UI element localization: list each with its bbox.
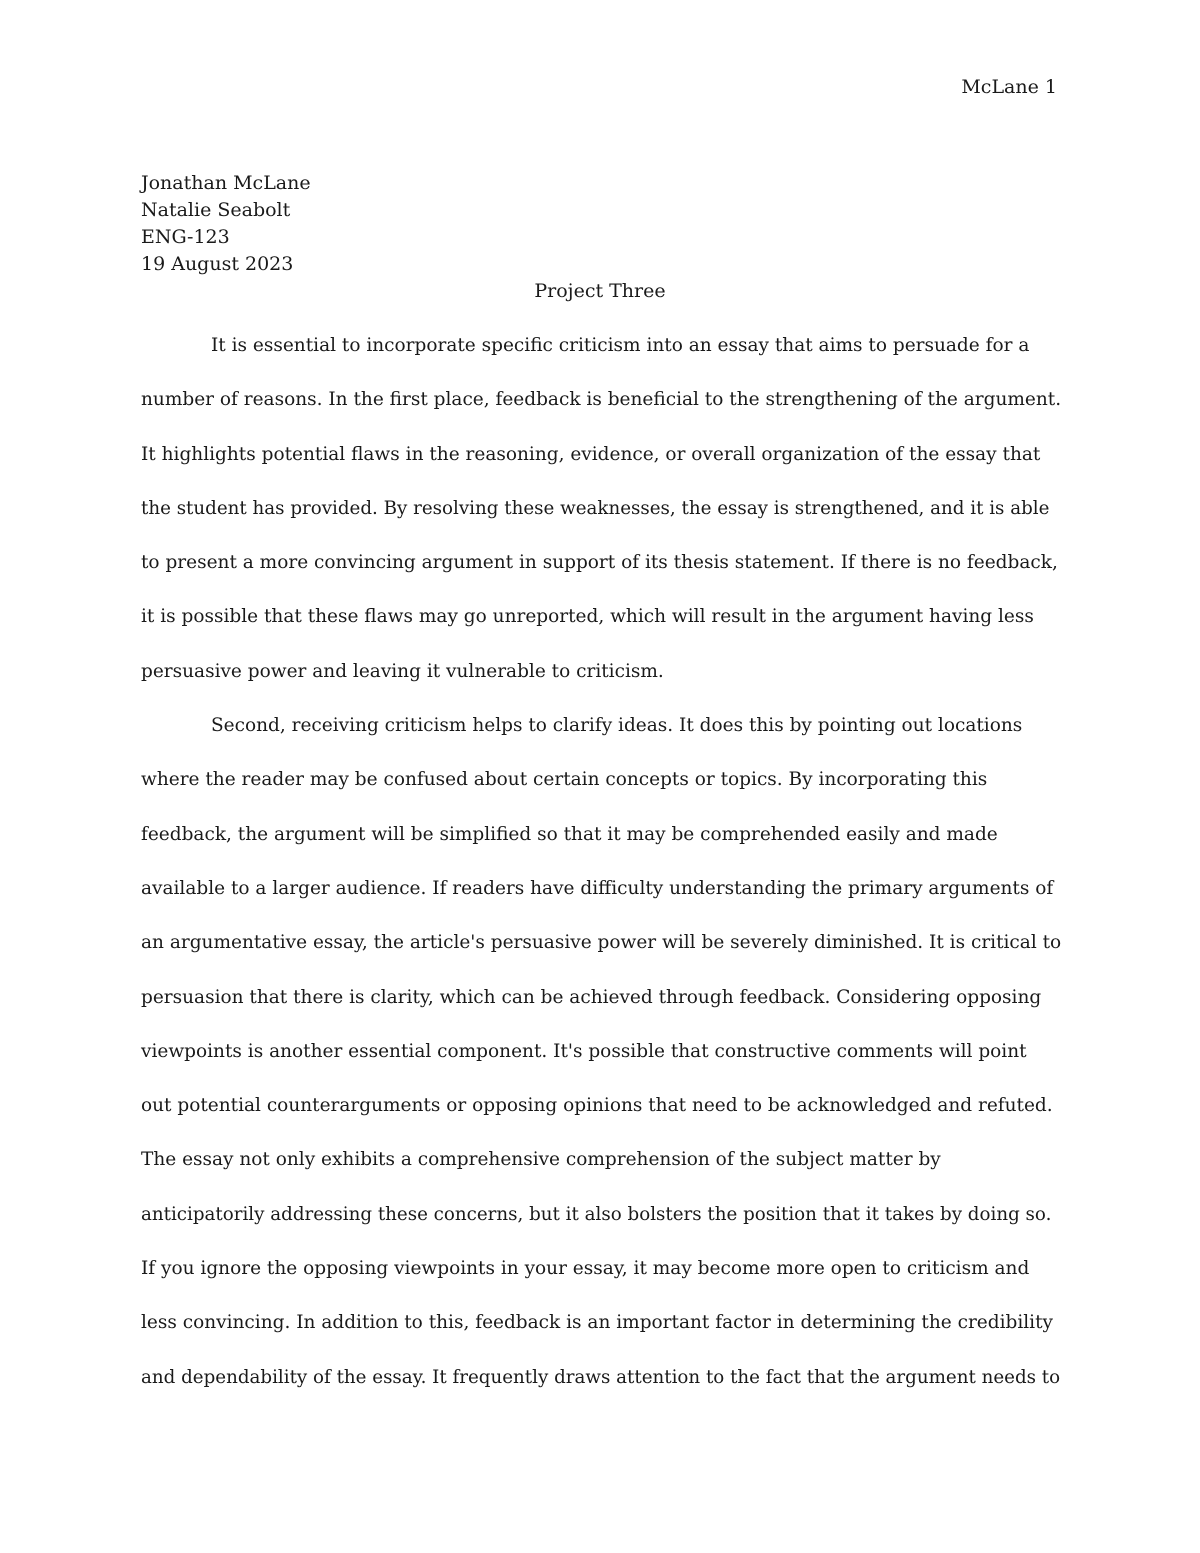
text-line: number of reasons. In the first place, feedback is beneficial to the strengthening of the argument. xyxy=(141,389,1062,411)
essay-date: 19 August 2023 xyxy=(141,253,294,275)
text-line: persuasion that there is clarity, which can be achieved through feedback. Considering opposing xyxy=(141,986,1042,1008)
text-line: Second, receiving criticism helps to clarify ideas. It does this by pointing out locations xyxy=(211,715,1023,737)
text-line: to present a more convincing argument in support of its thesis statement. If there is no feedback, xyxy=(141,552,1058,574)
text-line: out potential counterarguments or opposing opinions that need to be acknowledged and refuted. xyxy=(141,1095,1053,1117)
essay-title: Project Three xyxy=(534,280,666,302)
text-line: persuasive power and leaving it vulnerable to criticism. xyxy=(141,660,664,682)
text-line: The essay not only exhibits a comprehensive comprehension of the subject matter by xyxy=(141,1149,941,1171)
text-line: feedback, the argument will be simplified so that it may be comprehended easily and made xyxy=(141,823,998,845)
text-line: less convincing. In addition to this, feedback is an important factor in determining the credibility xyxy=(141,1312,1053,1334)
text-line: where the reader may be confused about certain concepts or topics. By incorporating this xyxy=(141,769,988,791)
paragraph-2 xyxy=(141,712,1061,1418)
text-line: the student has provided. By resolving these weaknesses, the essay is strengthened, and it is able xyxy=(141,497,1050,519)
mla-heading xyxy=(141,170,311,278)
text-line: It highlights potential flaws in the reasoning, evidence, or overall organization of the essay that xyxy=(141,443,1041,465)
text-line: anticipatorily addressing these concerns, but it also bolsters the position that it takes by doing so. xyxy=(141,1203,1052,1225)
text-line: available to a larger audience. If readers have difficulty understanding the primary arguments of xyxy=(141,877,1054,899)
text-line: viewpoints is another essential component. It's possible that constructive comments will point xyxy=(141,1040,1027,1062)
author-name: Jonathan McLane xyxy=(141,172,311,194)
running-head: McLane 1 xyxy=(961,76,1057,98)
instructor-name: Natalie Seabolt xyxy=(141,199,291,221)
course-code: ENG-123 xyxy=(141,226,230,248)
text-line: an argumentative essay, the article's persuasive power will be severely diminished. It is critical to xyxy=(141,932,1062,954)
text-line: and dependability of the essay. It frequently draws attention to the fact that the argument needs to xyxy=(141,1366,1061,1388)
paragraph-1 xyxy=(141,332,1061,712)
text-line: If you ignore the opposing viewpoints in your essay, it may become more open to criticism and xyxy=(141,1258,1030,1280)
essay-body xyxy=(141,332,1061,1418)
text-line: It is essential to incorporate specific criticism into an essay that aims to persuade for a xyxy=(211,335,1030,356)
text-line: it is possible that these flaws may go unreported, which will result in the argument having less xyxy=(141,606,1034,628)
